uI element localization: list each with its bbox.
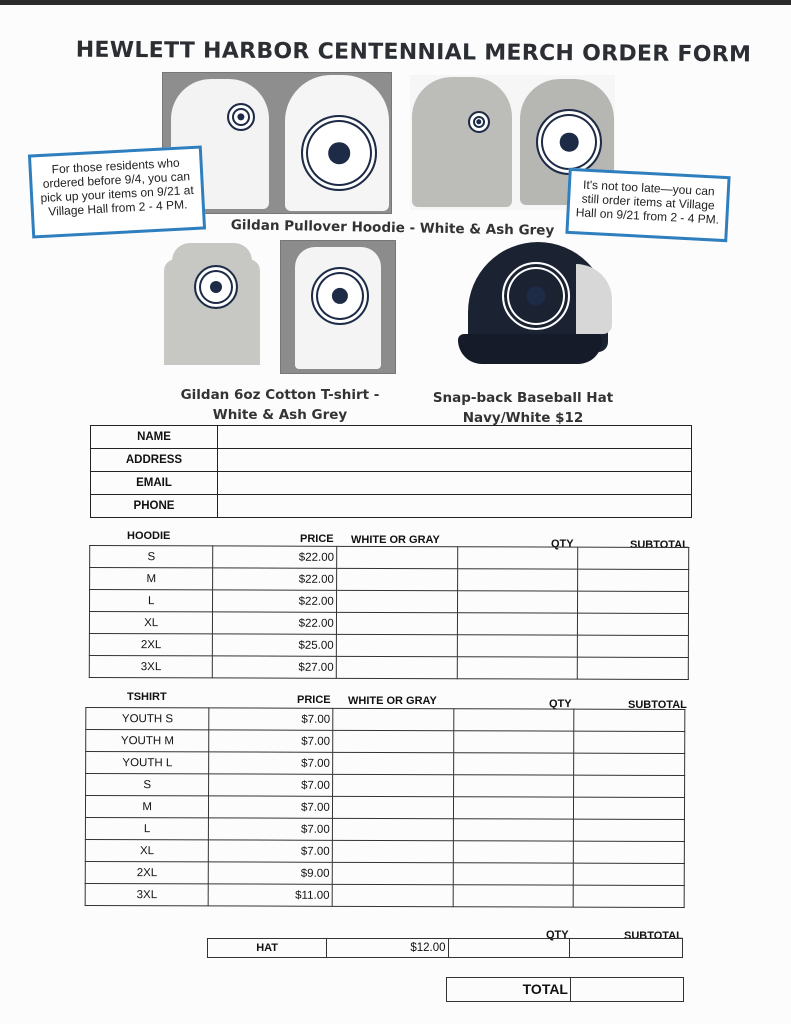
subtotal-cell[interactable] xyxy=(573,797,684,819)
email-label: EMAIL xyxy=(91,472,218,494)
qty-cell[interactable] xyxy=(454,797,573,819)
contact-row-name xyxy=(91,426,691,448)
price-cell: $7.00 xyxy=(209,708,332,730)
hat-subtotal-header: SUBTOTAL xyxy=(624,930,683,942)
qty-cell[interactable] xyxy=(454,775,573,797)
color-choice-cell[interactable] xyxy=(336,634,457,656)
color-choice-cell[interactable] xyxy=(336,612,457,634)
subtotal-cell[interactable] xyxy=(573,885,684,907)
order-note-right: It's not too late—you can still order items at Village Hall on 9/21 from 2 - 4 PM. xyxy=(565,168,730,242)
hoodie-front-logo xyxy=(227,103,255,131)
color-choice-cell[interactable] xyxy=(332,796,453,818)
size-cell: 3XL xyxy=(89,655,212,677)
table-row xyxy=(86,707,685,731)
subtotal-cell[interactable] xyxy=(573,753,684,775)
size-cell: YOUTH M xyxy=(86,729,209,751)
name-field[interactable] xyxy=(218,426,691,448)
hoodie-subtotal-header: SUBTOTAL xyxy=(630,539,689,551)
hat-qty-header: QTY xyxy=(546,929,569,941)
hat-logo xyxy=(502,262,570,330)
size-cell: S xyxy=(90,545,213,567)
color-choice-cell[interactable] xyxy=(336,590,457,612)
size-cell: XL xyxy=(89,611,212,633)
qty-cell[interactable] xyxy=(454,753,573,775)
size-cell: M xyxy=(90,567,213,589)
subtotal-cell[interactable] xyxy=(577,547,688,569)
color-choice-cell[interactable] xyxy=(336,568,457,590)
grey-hoodie-front-logo xyxy=(468,111,490,133)
hoodie-heading: HOODIE xyxy=(127,530,171,542)
hat-subtotal-cell[interactable] xyxy=(569,939,682,958)
price-cell: $7.00 xyxy=(209,752,332,774)
color-choice-cell[interactable] xyxy=(332,862,453,884)
tshirt-subtotal-header: SUBTOTAL xyxy=(628,699,687,711)
qty-cell[interactable] xyxy=(458,569,577,591)
table-row xyxy=(85,861,684,885)
table-row xyxy=(208,939,683,958)
subtotal-cell[interactable] xyxy=(573,863,684,885)
qty-cell[interactable] xyxy=(458,635,577,657)
qty-cell[interactable] xyxy=(453,885,572,907)
contact-row-email xyxy=(91,471,691,494)
phone-label: PHONE xyxy=(91,495,218,517)
price-cell: $22.00 xyxy=(213,612,336,634)
tshirt-caption: Gildan 6oz Cotton T-shirt - White & Ash Grey xyxy=(180,387,380,423)
subtotal-cell[interactable] xyxy=(577,635,688,657)
hat-price-cell: $12.00 xyxy=(327,939,448,958)
hoodie-order-table xyxy=(89,545,689,680)
hat-photo xyxy=(458,240,614,370)
total-box xyxy=(446,977,684,1002)
size-cell: 3XL xyxy=(85,883,208,905)
price-cell: $22.00 xyxy=(213,568,336,590)
size-cell: S xyxy=(86,773,209,795)
hat-qty-cell[interactable] xyxy=(448,939,569,958)
price-cell: $7.00 xyxy=(209,730,332,752)
qty-cell[interactable] xyxy=(454,731,573,753)
hoodie-back-logo xyxy=(301,115,377,191)
hoodie-price-header: PRICE xyxy=(300,533,334,545)
hoodie-caption: Gildan Pullover Hoodie - White & Ash Grey xyxy=(230,217,555,239)
subtotal-cell[interactable] xyxy=(573,709,684,731)
tshirt-qty-header: QTY xyxy=(549,698,572,710)
tshirt-heading: TSHIRT xyxy=(127,691,167,703)
price-cell: $22.00 xyxy=(213,546,336,568)
size-cell: XL xyxy=(85,839,208,861)
color-choice-cell[interactable] xyxy=(336,656,457,678)
color-choice-cell[interactable] xyxy=(333,730,454,752)
size-cell: M xyxy=(85,795,208,817)
color-choice-cell[interactable] xyxy=(332,774,453,796)
color-choice-cell[interactable] xyxy=(332,818,453,840)
color-choice-cell[interactable] xyxy=(332,752,453,774)
qty-cell[interactable] xyxy=(454,841,573,863)
table-row xyxy=(86,773,685,797)
hat-order-table xyxy=(207,938,683,958)
pickup-note-left: For those residents who ordered before 9/4, you can pick up your items on 9/21 at Village Hall from 2 - 4 PM. xyxy=(28,146,206,239)
name-label: NAME xyxy=(91,426,218,448)
table-row xyxy=(89,655,688,679)
table-row xyxy=(85,795,684,819)
price-cell: $7.00 xyxy=(209,840,332,862)
subtotal-cell[interactable] xyxy=(573,819,684,841)
subtotal-cell[interactable] xyxy=(573,731,684,753)
qty-cell[interactable] xyxy=(458,613,577,635)
tshirt-order-table xyxy=(85,707,686,908)
phone-field[interactable] xyxy=(218,495,691,517)
hat-mesh xyxy=(576,264,612,334)
table-row xyxy=(90,589,689,613)
contact-row-phone xyxy=(91,494,691,517)
grey-tshirt-logo xyxy=(194,265,238,309)
page-top-edge xyxy=(0,0,791,5)
address-field[interactable] xyxy=(218,449,691,471)
table-row xyxy=(90,545,689,569)
table-row xyxy=(85,839,684,863)
color-choice-cell[interactable] xyxy=(336,546,457,568)
table-row xyxy=(86,729,685,753)
tshirt-price-header: PRICE xyxy=(297,694,331,706)
email-field[interactable] xyxy=(218,472,691,494)
price-cell: $9.00 xyxy=(209,862,332,884)
tshirt-color-header: WHITE OR GRAY xyxy=(348,695,437,707)
white-tshirt-photo xyxy=(280,240,396,374)
subtotal-cell[interactable] xyxy=(577,569,688,591)
contact-row-address xyxy=(91,448,691,471)
color-choice-cell[interactable] xyxy=(332,884,453,906)
size-cell: YOUTH S xyxy=(86,707,209,729)
table-row xyxy=(90,567,689,591)
table-row xyxy=(85,883,684,907)
grey-hoodie-front xyxy=(412,77,512,207)
qty-cell[interactable] xyxy=(454,709,573,731)
total-label: TOTAL xyxy=(447,978,571,1001)
grey-hoodie-back-logo xyxy=(536,109,602,175)
hat-brim xyxy=(458,334,602,364)
total-amount-field[interactable] xyxy=(571,978,683,1001)
form-title: HEWLETT HARBOR CENTENNIAL MERCH ORDER FORM xyxy=(75,37,752,68)
subtotal-cell[interactable] xyxy=(573,841,684,863)
grey-tshirt-photo xyxy=(158,243,266,363)
price-cell: $11.00 xyxy=(209,884,332,906)
hat-label-cell: HAT xyxy=(208,939,327,958)
size-cell: 2XL xyxy=(89,633,212,655)
subtotal-cell[interactable] xyxy=(577,591,688,613)
qty-cell[interactable] xyxy=(457,657,576,679)
price-cell: $22.00 xyxy=(213,590,336,612)
qty-cell[interactable] xyxy=(458,547,577,569)
size-cell: L xyxy=(85,817,208,839)
size-cell: L xyxy=(90,589,213,611)
subtotal-cell[interactable] xyxy=(577,613,688,635)
address-label: ADDRESS xyxy=(91,449,218,471)
hoodie-color-header: WHITE OR GRAY xyxy=(351,534,440,546)
price-cell: $7.00 xyxy=(209,796,332,818)
price-cell: $7.00 xyxy=(209,818,332,840)
hat-caption: Snap-back Baseball Hat Navy/White $12 xyxy=(432,390,614,426)
price-cell: $7.00 xyxy=(209,774,332,796)
table-row xyxy=(85,817,684,841)
qty-cell[interactable] xyxy=(458,591,577,613)
qty-cell[interactable] xyxy=(453,863,572,885)
subtotal-cell[interactable] xyxy=(573,775,684,797)
price-cell: $27.00 xyxy=(213,656,336,678)
table-row xyxy=(89,633,688,657)
color-choice-cell[interactable] xyxy=(332,840,453,862)
contact-info-table xyxy=(90,425,692,518)
hoodie-qty-header: QTY xyxy=(551,538,574,550)
price-cell: $25.00 xyxy=(213,634,336,656)
size-cell: YOUTH L xyxy=(86,751,209,773)
white-tshirt-logo xyxy=(311,267,369,325)
qty-cell[interactable] xyxy=(454,819,573,841)
table-row xyxy=(89,611,688,635)
size-cell: 2XL xyxy=(85,861,208,883)
table-row xyxy=(86,751,685,775)
subtotal-cell[interactable] xyxy=(577,657,688,679)
color-choice-cell[interactable] xyxy=(333,708,454,730)
